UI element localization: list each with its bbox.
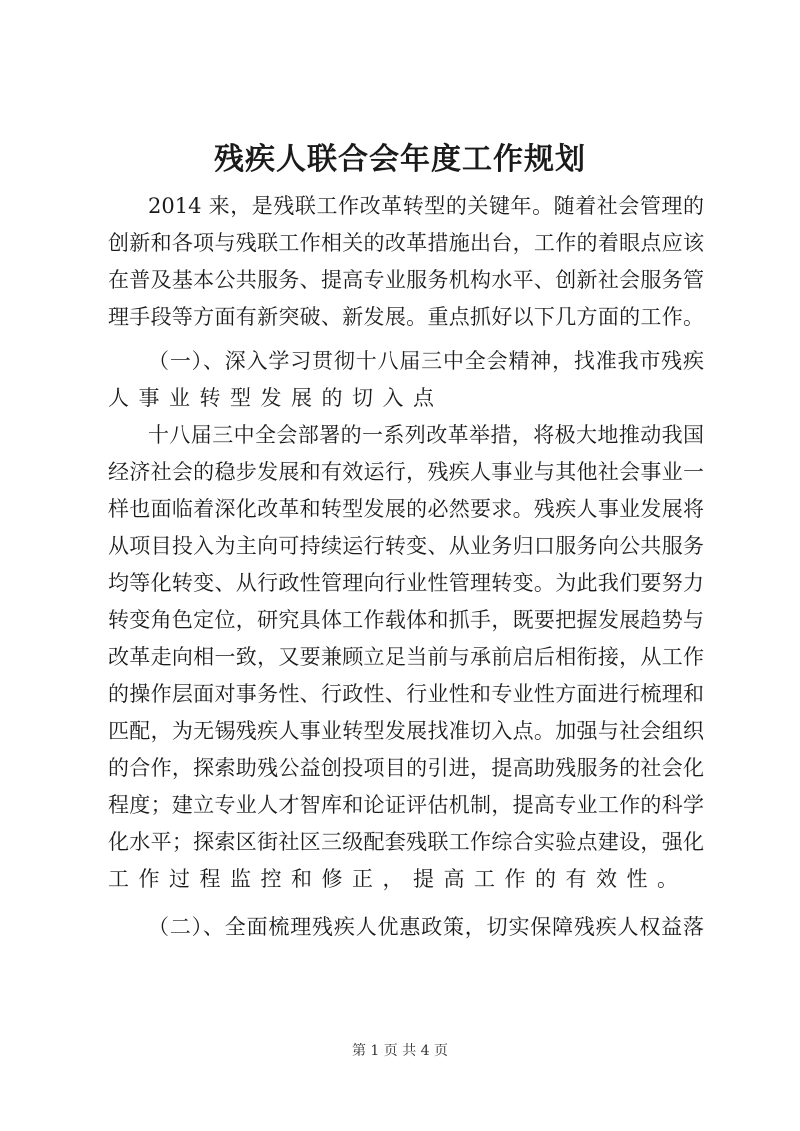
- document-title: 残疾人联合会年度工作规划: [214, 142, 586, 177]
- text-line: 样也面临着深化改革和转型发展的必然要求。残疾人事业发展将: [108, 497, 704, 521]
- text-line: 均等化转变、从行政性管理向行业性管理转变。为此我们要努力: [108, 571, 704, 595]
- text-line: 的合作，探索助残公益创投项目的引进，提高助残服务的社会化: [108, 756, 704, 780]
- text-line: 转变角色定位，研究具体工作载体和抓手，既要把握发展趋势与: [108, 608, 704, 632]
- section-heading-1: （一）、深入学习贯彻十八届三中全会精神，找准我市残疾: [148, 349, 704, 373]
- text-line: 化水平；探索区街社区三级配套残联工作综合实验点建设，强化: [108, 830, 704, 854]
- section-heading-2: （二）、全面梳理残疾人优惠政策，切实保障残疾人权益落: [148, 915, 704, 939]
- page-number: 第 1 页 共 4 页: [351, 1043, 449, 1059]
- text-line: 匹配，为无锡残疾人事业转型发展找准切入点。加强与社会组织: [108, 719, 704, 743]
- text-line: 的操作层面对事务性、行政性、行业性和专业性方面进行梳理和: [108, 682, 704, 706]
- section-heading-1-cont: 人事业转型发展的切入点: [108, 386, 444, 410]
- text-line: 工作过程监控和修正，提高工作的有效性。: [108, 867, 688, 891]
- text-line: 十八届三中全会部署的一系列改革举措，将极大地推动我国: [148, 423, 704, 447]
- text-line: 理手段等方面有新突破、新发展。重点抓好以下几方面的工作。: [108, 305, 704, 329]
- text-line: 2014 来，是残联工作改革转型的关键年。随着社会管理的: [148, 194, 704, 218]
- text-line: 在普及基本公共服务、提高专业服务机构水平、创新社会服务管: [108, 268, 704, 292]
- text-line: 经济社会的稳步发展和有效运行，残疾人事业与其他社会事业一: [108, 460, 704, 484]
- text-line: 从项目投入为主向可持续运行转变、从业务归口服务向公共服务: [108, 534, 704, 558]
- document-body: [108, 188, 704, 946]
- text-line: 程度；建立专业人才智库和论证评估机制，提高专业工作的科学: [108, 793, 704, 817]
- text-line: 改革走向相一致，又要兼顾立足当前与承前启后相衔接，从工作: [108, 645, 704, 669]
- text-line: 创新和各项与残联工作相关的改革措施出台，工作的着眼点应该: [108, 231, 704, 255]
